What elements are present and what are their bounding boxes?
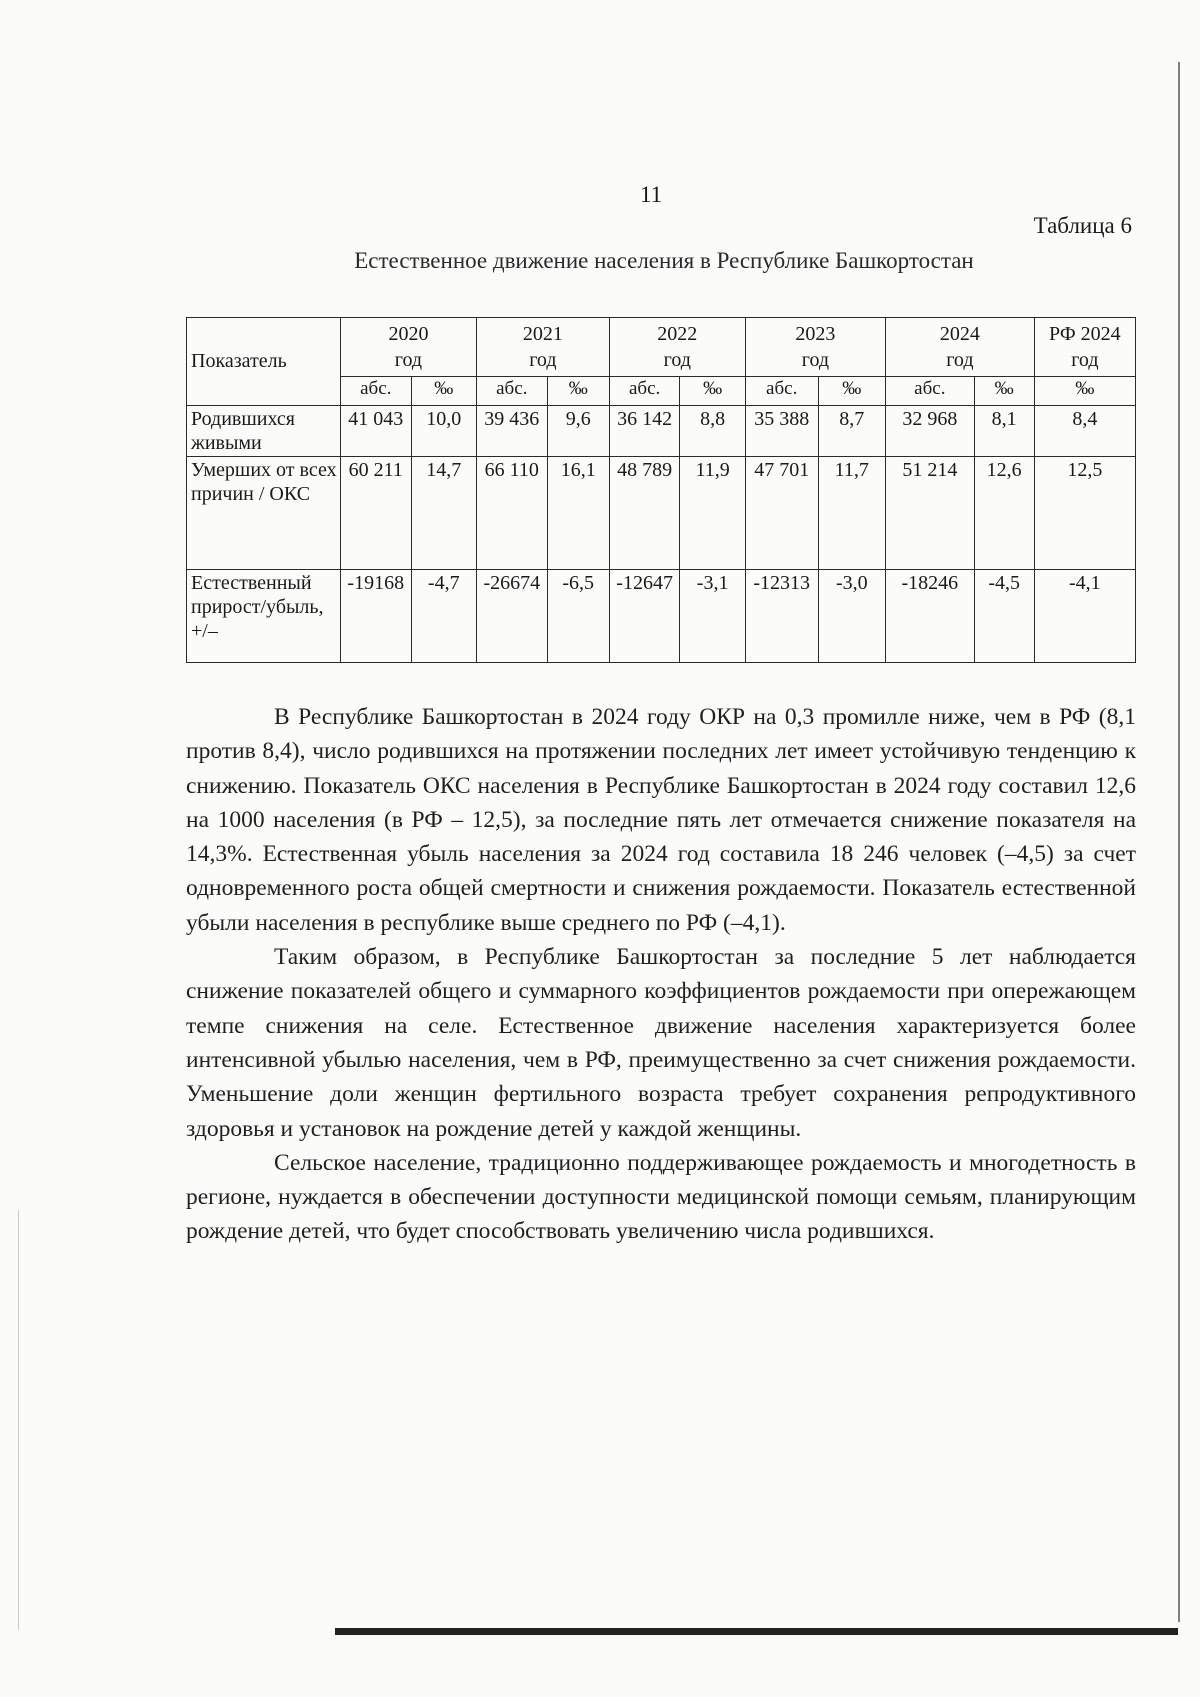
cell: 60 211 — [340, 457, 411, 570]
cell: 8,8 — [680, 406, 745, 457]
paragraph: Таким образом, в Республике Башкортостан за последние 5 лет наблюдается снижение показателей общего и суммарного коэффициентов рождаемости при опережающем темпе снижения на селе. Естественное движение населения характеризуется более интенсивной убылью населения, чем в РФ, преимущественно за счет снижения рождаемости. Уменьшение доли женщин фертильного возраста требует сохранения репродуктивного здоровья и установок на рождение детей у каждой женщины. — [186, 944, 1136, 1142]
cell: 11,9 — [680, 457, 745, 570]
unit-abs: абс. — [745, 377, 818, 406]
paragraph: Сельское население, традиционно поддерживающее рождаемость и многодетность в регионе, нуждается в обеспечении доступности медицинской помощи семьям, планирующим рождение детей, что будет способствовать увеличению числа родившихся. — [186, 1149, 1136, 1245]
row-label: Естественный прирост/убыль, +/– — [187, 570, 341, 663]
cell-rf: -4,1 — [1034, 570, 1135, 663]
unit-permille: ‰ — [818, 377, 885, 406]
header-rf-2024: РФ 2024 год — [1034, 318, 1135, 377]
cell: 36 142 — [609, 406, 680, 457]
page-number: 11 — [640, 182, 663, 207]
cell: 9,6 — [547, 406, 609, 457]
cell: -4,5 — [974, 570, 1034, 663]
cell: -12313 — [745, 570, 818, 663]
population-movement-table — [186, 317, 1136, 663]
cell: 32 968 — [886, 406, 975, 457]
header-indicator: Показатель — [187, 318, 341, 406]
cell: 14,7 — [411, 457, 476, 570]
table-row-natural-change — [187, 570, 1136, 663]
cell: 51 214 — [886, 457, 975, 570]
scan-edge-right — [1178, 62, 1180, 1622]
unit-abs: абс. — [476, 377, 547, 406]
header-year-2023: 2023 год — [745, 318, 885, 377]
cell: 8,1 — [974, 406, 1034, 457]
scan-edge-left — [18, 1210, 19, 1630]
cell: 12,6 — [974, 457, 1034, 570]
paragraph: В Республике Башкортостан в 2024 году ОКР на 0,3 промилле ниже, чем в РФ (8,1 против 8,4), число родившихся на протяжении последних лет имеет устойчивую тенденцию к снижению. Показатель ОКС населения в Республике Башкортостан в 2024 году составил 12,6 на 1000 населения (в РФ – 12,5), за последние пять лет отмечается снижение показателя на 14,3%. Естественная убыль населения за 2024 год составила 18 246 человек (–4,5) за счет одновременного роста общей смертности и снижения рождаемости. Показатель естественной убыли населения в республике выше среднего по РФ (–4,1). — [186, 704, 1136, 936]
cell: 16,1 — [547, 457, 609, 570]
cell: 11,7 — [818, 457, 885, 570]
cell: -18246 — [886, 570, 975, 663]
cell: -12647 — [609, 570, 680, 663]
table-row-births — [187, 406, 1136, 457]
unit-permille: ‰ — [1034, 377, 1135, 406]
unit-abs: абс. — [340, 377, 411, 406]
unit-permille: ‰ — [974, 377, 1034, 406]
cell: 8,7 — [818, 406, 885, 457]
cell: 35 388 — [745, 406, 818, 457]
cell: 10,0 — [411, 406, 476, 457]
table-title: Естественное движение населения в Республике Башкортостан — [354, 248, 974, 273]
cell: 66 110 — [476, 457, 547, 570]
cell: -6,5 — [547, 570, 609, 663]
scan-edge-bottom — [335, 1628, 1178, 1635]
header-year-2021: 2021 год — [476, 318, 609, 377]
body-text — [186, 700, 1136, 1249]
header-year-2022: 2022 год — [609, 318, 745, 377]
unit-permille: ‰ — [411, 377, 476, 406]
unit-permille: ‰ — [680, 377, 745, 406]
cell: 39 436 — [476, 406, 547, 457]
header-year-2024: 2024 год — [886, 318, 1035, 377]
row-label: Родившихся живыми — [187, 406, 341, 457]
cell: -26674 — [476, 570, 547, 663]
table-row-deaths — [187, 457, 1136, 570]
cell: 48 789 — [609, 457, 680, 570]
cell: -3,0 — [818, 570, 885, 663]
cell-rf: 12,5 — [1034, 457, 1135, 570]
cell: 41 043 — [340, 406, 411, 457]
table-label: Таблица 6 — [1033, 213, 1132, 238]
cell: 47 701 — [745, 457, 818, 570]
unit-abs: абс. — [886, 377, 975, 406]
cell: -19168 — [340, 570, 411, 663]
cell-rf: 8,4 — [1034, 406, 1135, 457]
cell: -4,7 — [411, 570, 476, 663]
row-label: Умерших от всех причин / ОКС — [187, 457, 341, 570]
cell: -3,1 — [680, 570, 745, 663]
header-year-2020: 2020 год — [340, 318, 476, 377]
unit-permille: ‰ — [547, 377, 609, 406]
unit-abs: абс. — [609, 377, 680, 406]
